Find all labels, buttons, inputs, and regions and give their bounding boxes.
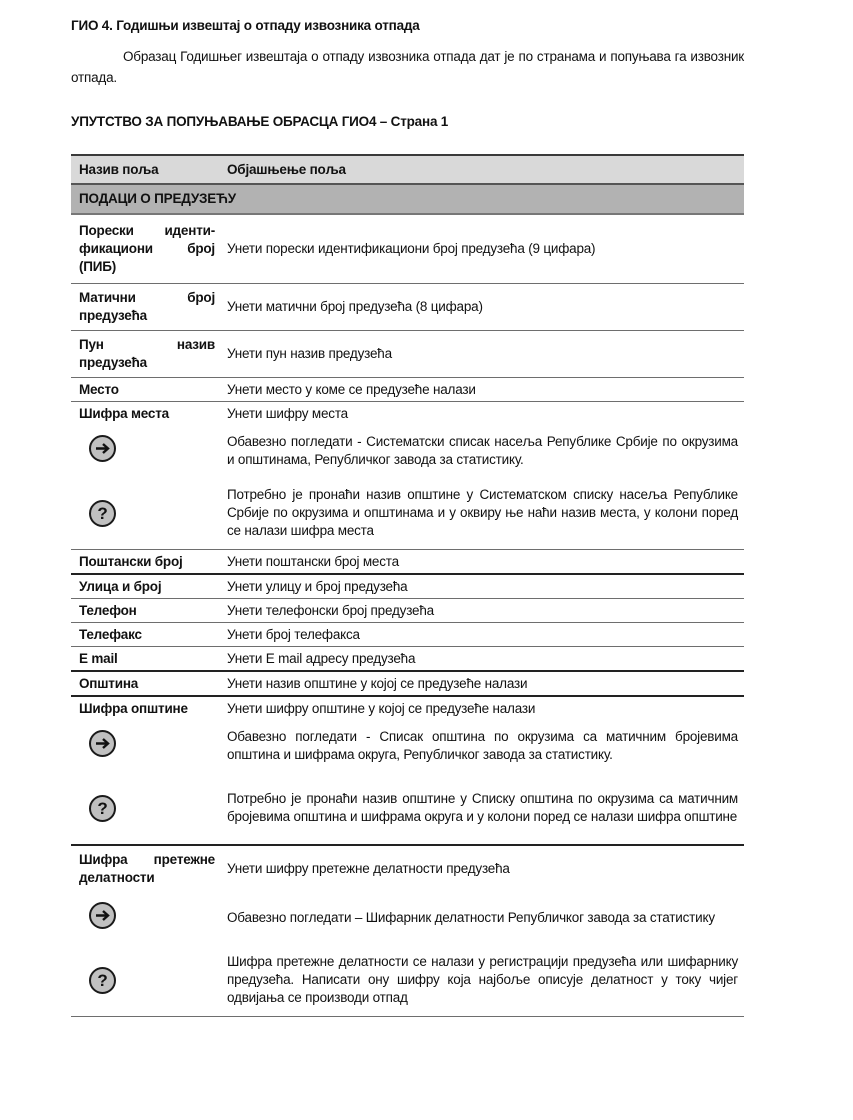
table-row [71, 696, 744, 720]
field-explanation: Унети шифру места [227, 405, 348, 421]
field-explanation: Унети пун назив предузећа [219, 331, 744, 378]
table-row [71, 720, 744, 772]
field-name: Телефон [71, 599, 219, 623]
table-row [71, 944, 744, 1017]
field-explanation: Унети телефонски број предузећа [219, 599, 744, 623]
table-row [71, 284, 744, 331]
field-explanation: Унети шифру претежне делатности предузећа [227, 861, 510, 876]
field-explanation: Обавезно погледати - Систематски списак насеља Републике Србије по окрузима и општинама, Републичког завода за статистику. [227, 434, 738, 467]
field-explanation: Шифра претежне делатности се налази у регистрацији предузећа или шифарнику предузећа. Написати ону шифру која најбоље описује делатност у току чијег одвијања се производи отпад [219, 944, 744, 1017]
table-row [71, 574, 744, 599]
field-explanation: Потребно је пронаћи назив општине у Списку општина по окрузима са матичним бројевима општина и шифрама округа и у колони поред се налази шифра општине [219, 772, 744, 845]
question-icon: ? [89, 500, 116, 527]
field-explanation: Унети број телефакса [219, 623, 744, 647]
field-explanation: Унети назив општине у којој се предузеће налази [219, 671, 744, 696]
field-name: Порески иденти- фикациони број (ПИБ) [71, 214, 219, 284]
arrow-right-icon [89, 730, 116, 757]
table-row [71, 425, 744, 477]
arrow-right-icon [89, 902, 116, 929]
table-row [71, 214, 744, 284]
field-explanation: Унети матични број предузећа (8 цифара) [219, 284, 744, 331]
section-row [71, 184, 744, 214]
field-name: Пун назив предузећа [71, 331, 219, 378]
table-row [71, 378, 744, 402]
field-explanation: Унети E mail адресу предузећа [219, 647, 744, 672]
section-title: ПОДАЦИ О ПРЕДУЗЕЋУ [71, 184, 744, 214]
question-icon: ? [89, 967, 116, 994]
arrow-right-icon [89, 435, 116, 462]
intro-text: Образац Годишњег извештаја о отпаду извозника отпада дат је по странама и попуњава га извозник отпада. [71, 49, 744, 85]
intro-paragraph [71, 46, 744, 88]
table-header-row [71, 155, 744, 184]
table-row [71, 402, 744, 426]
field-name: Улица и број [71, 574, 219, 599]
field-name: Телефакс [71, 623, 219, 647]
field-name: Шифра општине [79, 700, 188, 716]
table-row [71, 647, 744, 672]
question-icon: ? [89, 795, 116, 822]
field-explanation: Унети улицу и број предузећа [219, 574, 744, 599]
field-name: Матични број предузећа [71, 284, 219, 331]
field-name: E mail [71, 647, 219, 672]
table-row [71, 671, 744, 696]
field-explanation: Унети место у коме се предузеће налази [219, 378, 744, 402]
field-explanation: Унети шифру општине у којој се предузеће налази [227, 700, 536, 716]
table-row [71, 623, 744, 647]
table-row [71, 550, 744, 575]
field-name: Општина [71, 671, 219, 696]
header-field-explanation: Објашњење поља [219, 155, 744, 184]
document-title: ГИО 4. Годишњи извештај о отпаду извозника отпада [71, 18, 420, 33]
field-name: Место [71, 378, 219, 402]
field-name: Шифра места [79, 405, 169, 421]
field-explanation: Потребно је пронаћи назив општине у Систематском списку насеља Републике Србије по окрузима и општинама и у оквиру ње наћи назив места, у колони поред се налази шифра места [219, 477, 744, 550]
field-explanation: Обавезно погледати – Шифарник делатности Републичког завода за статистику [227, 910, 715, 925]
table-row [71, 477, 744, 550]
table-row [71, 599, 744, 623]
field-explanation: Унети поштански број места [219, 550, 744, 575]
header-field-name: Назив поља [71, 155, 219, 184]
instructions-table [71, 154, 744, 1017]
table-row [71, 772, 744, 845]
field-name: Шифра претежне делатности [79, 852, 215, 885]
field-name: Поштански број [71, 550, 219, 575]
instructions-subtitle: УПУТСТВО ЗА ПОПУЊАВАЊЕ ОБРАСЦА ГИО4 – Страна 1 [71, 114, 449, 129]
table-row [71, 892, 744, 944]
field-explanation: Унети порески идентификациони број предузећа (9 цифара) [219, 214, 744, 284]
table-row [71, 331, 744, 378]
table-row [71, 845, 744, 892]
field-explanation: Обавезно погледати - Списак општина по окрузима са матичним бројевима општина и шифрама округа, Републичког завода за статистику. [227, 729, 738, 762]
